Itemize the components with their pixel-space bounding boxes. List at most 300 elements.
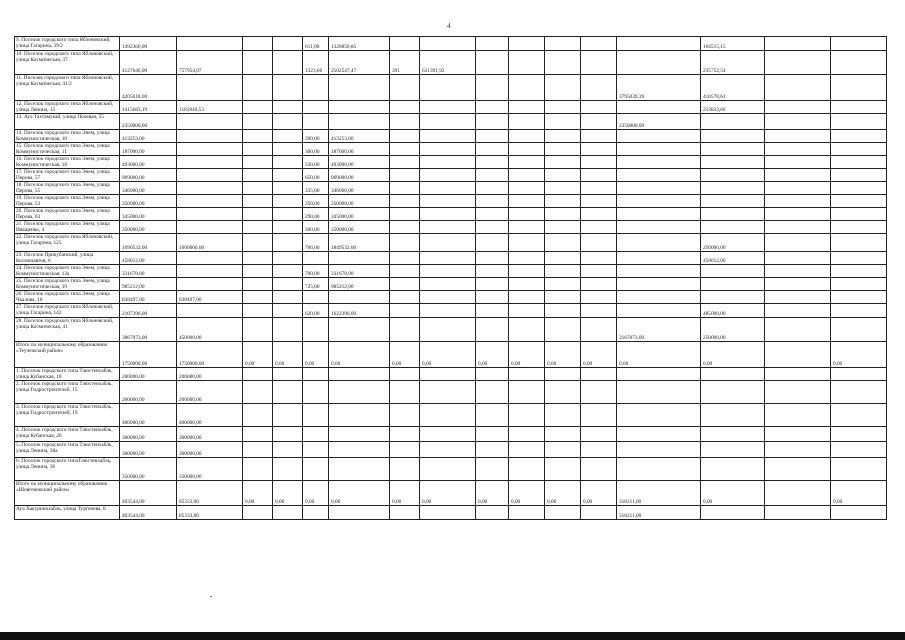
value-cell: 0,00: [831, 342, 887, 368]
value-cell: 250000,00: [701, 318, 765, 342]
value-cell: [545, 304, 581, 318]
value-cell: [509, 458, 545, 481]
value-cell: [831, 101, 887, 114]
value-cell: [545, 368, 581, 381]
scan-artifact: [210, 596, 212, 597]
value-cell: [420, 368, 476, 381]
value-cell: [831, 278, 887, 291]
value-cell: [273, 278, 303, 291]
value-cell: [243, 51, 273, 75]
value-cell: 1622396,00: [329, 304, 390, 318]
value-cell: [509, 427, 545, 442]
value-cell: [581, 208, 617, 221]
row-name-cell: 19. Поселок городского типа Энем, улица Перова, 53: [15, 195, 120, 208]
value-cell: [701, 130, 765, 143]
value-cell: [177, 143, 243, 156]
value-cell: [581, 195, 617, 208]
row-name-cell: 6. Поселок городского типаТлюстенхабль, улица Ленина, 36: [15, 458, 120, 481]
value-cell: 2502547,47: [329, 51, 390, 75]
value-cell: [701, 169, 765, 182]
table-body: [15, 37, 887, 520]
value-cell: [273, 291, 303, 304]
value-cell: [177, 278, 243, 291]
value-cell: [545, 427, 581, 442]
value-cell: [581, 304, 617, 318]
value-cell: [390, 182, 420, 195]
value-cell: [831, 169, 887, 182]
table-row: [15, 169, 887, 182]
value-cell: [701, 278, 765, 291]
value-cell: [581, 404, 617, 427]
value-cell: [329, 404, 390, 427]
value-cell: [617, 252, 701, 265]
row-name-cell: 26. Поселок городского типа Энем, улица Чкалова, 10: [15, 291, 120, 304]
value-cell: [273, 169, 303, 182]
table-row: [15, 195, 887, 208]
value-cell: [545, 221, 581, 234]
value-cell: [509, 278, 545, 291]
table-row: [15, 156, 887, 169]
value-cell: 200000,00: [120, 368, 177, 381]
value-cell: [509, 234, 545, 252]
value-cell: [273, 252, 303, 265]
value-cell: [509, 304, 545, 318]
value-cell: 458012,00: [701, 252, 765, 265]
value-cell: [509, 182, 545, 195]
value-cell: [765, 265, 831, 278]
value-cell: [273, 304, 303, 318]
value-cell: [476, 278, 509, 291]
value-cell: [701, 381, 765, 404]
value-cell: [617, 101, 701, 114]
table-row: [15, 234, 887, 252]
value-cell: [420, 208, 476, 221]
value-cell: 290,00: [303, 208, 329, 221]
value-cell: [243, 208, 273, 221]
value-cell: [243, 182, 273, 195]
value-cell: [420, 234, 476, 252]
value-cell: 985212,00: [120, 278, 177, 291]
value-cell: 493000,00: [329, 156, 390, 169]
value-cell: [420, 221, 476, 234]
value-cell: 300000,00: [120, 427, 177, 442]
value-cell: [243, 75, 273, 101]
value-cell: [509, 291, 545, 304]
value-cell: [831, 143, 887, 156]
row-name-cell: 27. Поселок городского типа Яблоновский, улица Гагарина, 142: [15, 304, 120, 318]
table-row: [15, 381, 887, 404]
table-row: [15, 37, 887, 51]
value-cell: [509, 506, 545, 520]
value-cell: [243, 156, 273, 169]
value-cell: 985212,00: [329, 278, 390, 291]
value-cell: [509, 156, 545, 169]
value-cell: 0,00: [329, 481, 390, 506]
value-cell: [545, 114, 581, 130]
value-cell: [243, 381, 273, 404]
value-cell: [617, 291, 701, 304]
value-cell: [581, 252, 617, 265]
value-cell: [420, 130, 476, 143]
value-cell: [581, 318, 617, 342]
value-cell: [765, 278, 831, 291]
value-cell: [303, 427, 329, 442]
value-cell: 0,00: [243, 342, 273, 368]
value-cell: [617, 143, 701, 156]
value-cell: [476, 318, 509, 342]
value-cell: 0,00: [701, 342, 765, 368]
value-cell: [329, 506, 390, 520]
value-cell: [581, 368, 617, 381]
table-row: [15, 404, 887, 427]
value-cell: [545, 143, 581, 156]
value-cell: 0,00: [303, 342, 329, 368]
value-cell: [509, 37, 545, 51]
value-cell: [390, 506, 420, 520]
value-cell: 345000,00: [329, 208, 390, 221]
value-cell: 413253,00: [329, 130, 390, 143]
value-cell: [545, 130, 581, 143]
value-cell: 1750000,00: [177, 342, 243, 368]
value-cell: [273, 101, 303, 114]
table-row: [15, 75, 887, 101]
value-cell: [545, 404, 581, 427]
value-cell: [545, 101, 581, 114]
value-cell: [581, 182, 617, 195]
value-cell: [831, 381, 887, 404]
value-cell: [329, 427, 390, 442]
value-cell: 0,00: [273, 481, 303, 506]
value-cell: [243, 143, 273, 156]
row-name-cell: 22. Поселок городского типа Яблоновский, улица Гагарина, 125: [15, 234, 120, 252]
value-cell: [303, 381, 329, 404]
value-cell: [617, 404, 701, 427]
value-cell: 1000000,00: [177, 234, 243, 252]
value-cell: 200000,00: [120, 381, 177, 404]
value-cell: [390, 442, 420, 458]
value-cell: [765, 404, 831, 427]
value-cell: [273, 156, 303, 169]
value-cell: 403544,00: [120, 506, 177, 520]
value-cell: [509, 442, 545, 458]
value-cell: [581, 51, 617, 75]
value-cell: [831, 304, 887, 318]
value-cell: [273, 37, 303, 51]
table-row: [15, 481, 887, 506]
value-cell: 650,00: [303, 169, 329, 182]
value-cell: [177, 182, 243, 195]
value-cell: [617, 195, 701, 208]
value-cell: 458012,00: [120, 252, 177, 265]
value-cell: [581, 101, 617, 114]
value-cell: [273, 318, 303, 342]
value-cell: [390, 278, 420, 291]
value-cell: [581, 506, 617, 520]
row-name-cell: 12. Поселок городского типа Яблоновский, улица Ленина, 15: [15, 101, 120, 114]
value-cell: 0,00: [509, 342, 545, 368]
value-cell: 350000,00: [329, 195, 390, 208]
value-cell: [476, 37, 509, 51]
value-cell: [390, 404, 420, 427]
value-cell: 0,00: [390, 481, 420, 506]
value-cell: [509, 51, 545, 75]
table-row: [15, 265, 887, 278]
value-cell: 250000,00: [701, 234, 765, 252]
value-cell: [390, 101, 420, 114]
value-cell: [177, 265, 243, 278]
value-cell: [177, 195, 243, 208]
value-cell: [545, 234, 581, 252]
value-cell: [617, 458, 701, 481]
value-cell: [617, 304, 701, 318]
value-cell: [545, 265, 581, 278]
value-cell: 4127646,00: [120, 51, 177, 75]
value-cell: [476, 169, 509, 182]
value-cell: [765, 458, 831, 481]
row-name-cell: 18. Поселок городского типа Энем, улица Перова, 55: [15, 182, 120, 195]
value-cell: [476, 427, 509, 442]
value-cell: [476, 442, 509, 458]
value-cell: 350000,00: [120, 221, 177, 234]
value-cell: [831, 51, 887, 75]
value-cell: [765, 381, 831, 404]
row-name-cell: 5. Поселок городского типа Тлюстенхабль, улица Ленина, 38а: [15, 442, 120, 458]
value-cell: [831, 252, 887, 265]
value-cell: 318211,00: [617, 481, 701, 506]
value-cell: 1415683,19: [120, 101, 177, 114]
value-cell: [701, 221, 765, 234]
row-name-cell: 25. Поселок городского типа Энем, улица Коммунистическая, 19: [15, 278, 120, 291]
value-cell: [390, 234, 420, 252]
value-cell: 346000,00: [120, 182, 177, 195]
value-cell: [765, 221, 831, 234]
value-cell: [243, 368, 273, 381]
value-cell: [273, 234, 303, 252]
value-cell: [701, 427, 765, 442]
value-cell: [765, 51, 831, 75]
value-cell: [831, 427, 887, 442]
value-cell: [617, 427, 701, 442]
value-cell: [701, 368, 765, 381]
value-cell: [273, 75, 303, 101]
value-cell: [476, 208, 509, 221]
value-cell: [420, 442, 476, 458]
value-cell: [701, 458, 765, 481]
value-cell: [617, 381, 701, 404]
table-row: [15, 318, 887, 342]
row-name-cell: 14. Поселок городского типа Энем, улица Коммунистическая, 10: [15, 130, 120, 143]
value-cell: 300,00: [303, 143, 329, 156]
value-cell: [476, 506, 509, 520]
value-cell: 0,00: [420, 342, 476, 368]
value-cell: [420, 114, 476, 130]
value-cell: 187000,00: [329, 143, 390, 156]
value-cell: [509, 75, 545, 101]
value-cell: [545, 291, 581, 304]
value-cell: [509, 221, 545, 234]
value-cell: [476, 75, 509, 101]
value-cell: 330,00: [303, 156, 329, 169]
value-cell: [390, 37, 420, 51]
value-cell: [420, 101, 476, 114]
value-cell: [273, 51, 303, 75]
value-cell: [701, 265, 765, 278]
value-cell: 1750000,00: [120, 342, 177, 368]
value-cell: 1323,00: [303, 51, 329, 75]
value-cell: [390, 318, 420, 342]
value-cell: [177, 252, 243, 265]
value-cell: [273, 143, 303, 156]
value-cell: 757954,07: [177, 51, 243, 75]
value-cell: [581, 130, 617, 143]
value-cell: [701, 506, 765, 520]
scan-edge-bar: [0, 632, 905, 640]
value-cell: 4205618,00: [120, 75, 177, 101]
table-row: [15, 427, 887, 442]
value-cell: [243, 304, 273, 318]
value-cell: [243, 37, 273, 51]
value-cell: [177, 169, 243, 182]
value-cell: [831, 75, 887, 101]
value-cell: [617, 234, 701, 252]
value-cell: [177, 130, 243, 143]
value-cell: [273, 195, 303, 208]
value-cell: [581, 458, 617, 481]
value-cell: 0,00: [390, 342, 420, 368]
value-cell: [329, 442, 390, 458]
value-cell: [420, 252, 476, 265]
value-cell: [303, 114, 329, 130]
value-cell: [831, 368, 887, 381]
value-cell: [476, 304, 509, 318]
table-row: [15, 114, 887, 130]
value-cell: [509, 368, 545, 381]
value-cell: [581, 37, 617, 51]
value-cell: 1090532,00: [120, 234, 177, 252]
value-cell: 200000,00: [177, 368, 243, 381]
value-cell: [390, 75, 420, 101]
value-cell: [581, 278, 617, 291]
value-cell: [545, 182, 581, 195]
value-cell: [420, 458, 476, 481]
value-cell: [831, 291, 887, 304]
value-cell: [390, 208, 420, 221]
value-cell: [765, 143, 831, 156]
value-cell: 1849532,00: [329, 234, 390, 252]
value-cell: [765, 252, 831, 265]
value-cell: [476, 51, 509, 75]
value-cell: [617, 278, 701, 291]
value-cell: [765, 234, 831, 252]
value-cell: [420, 404, 476, 427]
value-cell: [273, 368, 303, 381]
value-cell: [476, 368, 509, 381]
value-cell: [476, 130, 509, 143]
value-cell: [243, 234, 273, 252]
value-cell: [476, 156, 509, 169]
row-name-cell: 28. Поселок городского типа Яблоновский, улица Космическая, 41: [15, 318, 120, 342]
value-cell: [273, 442, 303, 458]
value-cell: [701, 291, 765, 304]
value-cell: [420, 381, 476, 404]
value-cell: [701, 114, 765, 130]
value-cell: [765, 481, 831, 506]
value-cell: 400000,00: [120, 404, 177, 427]
row-name-cell: 23. Поселок Прикубанский, улица Космонавтов, 6: [15, 252, 120, 265]
value-cell: [617, 221, 701, 234]
value-cell: [390, 114, 420, 130]
row-name-cell: Итого по муниципальному образованию «Теучежский район»: [15, 342, 120, 368]
value-cell: 3795039,39: [617, 75, 701, 101]
value-cell: [765, 318, 831, 342]
value-cell: 700,00: [303, 265, 329, 278]
value-cell: [581, 143, 617, 156]
value-cell: [476, 458, 509, 481]
value-cell: [243, 442, 273, 458]
value-cell: [545, 381, 581, 404]
value-cell: [390, 143, 420, 156]
value-cell: [545, 195, 581, 208]
value-cell: 611,00: [303, 37, 329, 51]
row-name-cell: 3. Поселок городского типа Тлюстенхабль, улица Гидростроителей, 19: [15, 404, 120, 427]
value-cell: [390, 130, 420, 143]
value-cell: [831, 37, 887, 51]
value-cell: [243, 318, 273, 342]
table-row: [15, 278, 887, 291]
table-row: [15, 252, 887, 265]
value-cell: [765, 208, 831, 221]
value-cell: [765, 368, 831, 381]
value-cell: [545, 252, 581, 265]
value-cell: [303, 291, 329, 304]
value-cell: 3167073,00: [617, 318, 701, 342]
value-cell: [831, 156, 887, 169]
value-cell: 403544,00: [120, 481, 177, 506]
value-cell: [243, 458, 273, 481]
value-cell: 450000,00: [177, 318, 243, 342]
value-cell: [420, 265, 476, 278]
value-cell: [509, 404, 545, 427]
value-cell: [476, 404, 509, 427]
value-cell: [617, 156, 701, 169]
value-cell: 0,00: [273, 342, 303, 368]
value-cell: 391: [390, 51, 420, 75]
value-cell: [390, 221, 420, 234]
value-cell: 631391,92: [420, 51, 476, 75]
value-cell: [476, 291, 509, 304]
value-cell: [476, 182, 509, 195]
value-cell: [581, 221, 617, 234]
value-cell: [303, 318, 329, 342]
value-cell: [273, 506, 303, 520]
value-cell: [273, 404, 303, 427]
value-cell: 0,00: [701, 481, 765, 506]
value-cell: 400000,00: [177, 404, 243, 427]
row-name-cell: 11. Поселок городского типа Яблоновский, улица Космическая, 41/2: [15, 75, 120, 101]
table-row: [15, 143, 887, 156]
value-cell: 0,00: [831, 481, 887, 506]
row-name-cell: 24. Поселок городского типа Энем, улица Коммунистическая, 12а: [15, 265, 120, 278]
value-cell: [509, 208, 545, 221]
value-cell: [390, 169, 420, 182]
value-cell: [243, 169, 273, 182]
value-cell: 485000,00: [701, 304, 765, 318]
value-cell: [581, 381, 617, 404]
value-cell: [177, 221, 243, 234]
value-cell: [476, 114, 509, 130]
value-cell: [476, 381, 509, 404]
value-cell: [581, 156, 617, 169]
